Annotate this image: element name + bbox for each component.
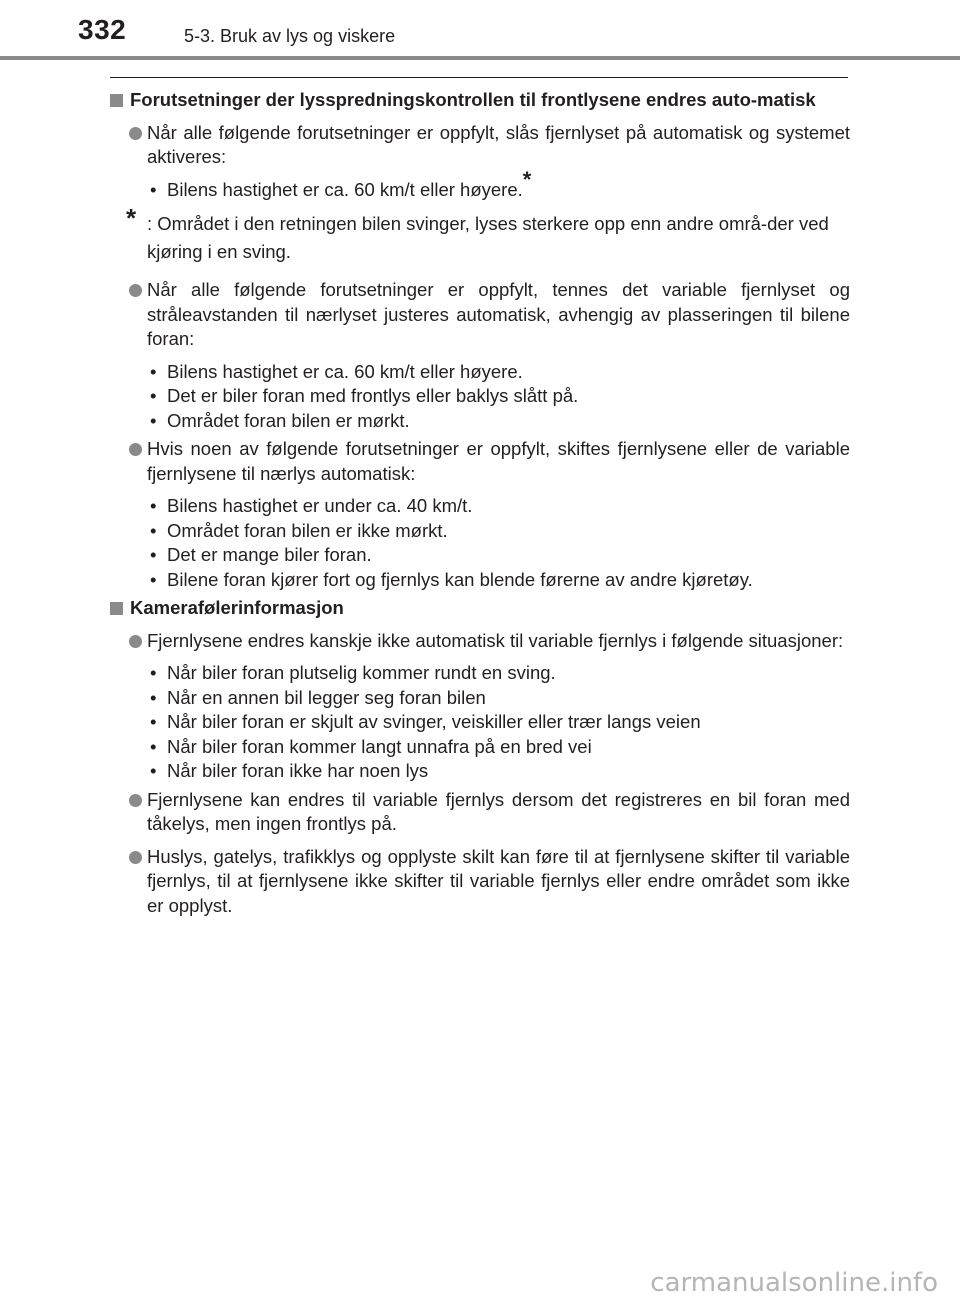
- sub-list: [110, 661, 850, 784]
- list-item: • Når biler foran plutselig kommer rundt en sving.: [167, 661, 850, 686]
- bullet-text: Huslys, gatelys, trafikklys og opplyste skilt kan føre til at fjernlysene skifter til variable fjernlys, til at fjernlysene ikke skifter til variable fjernlys eller endre området som ikke er opplyst.: [147, 845, 850, 916]
- footnote-text: : Området i den retningen bilen svinger, lyses sterkere opp enn andre områ-der ved kjøring i en sving.: [147, 213, 829, 262]
- list-item: • Det er mange biler foran.: [167, 543, 850, 568]
- footnote-star-marker: *: [522, 166, 532, 192]
- list-item: • Bilene foran kjører fort og fjernlys kan blende førerne av andre kjøretøy.: [167, 568, 850, 593]
- page-header: [0, 0, 960, 60]
- section-heading: [110, 88, 850, 113]
- circle-bullet-icon: [129, 794, 142, 807]
- footnote: [110, 203, 850, 266]
- list-item: • Området foran bilen er ikke mørkt.: [167, 519, 850, 544]
- list-item: • Bilens hastighet er ca. 60 km/t eller høyere.: [167, 360, 850, 385]
- bullet-paragraph: [110, 629, 850, 654]
- bullet-text: Når alle følgende forutsetninger er oppfylt, tennes det variable fjernlyset og stråleavstanden til nærlyset justeres automatisk, avhengig av plasseringen til bilene foran:: [147, 279, 850, 349]
- circle-bullet-icon: [129, 851, 142, 864]
- section-heading-text: Forutsetninger der lysspredningskontrollen til frontlysene endres auto-matisk: [130, 89, 816, 110]
- page-content: [110, 88, 850, 926]
- bullet-text: Når alle følgende forutsetninger er oppfylt, slås fjernlyset på automatisk og systemet aktiveres:: [147, 121, 850, 167]
- list-item: • Det er biler foran med frontlys eller baklys slått på.: [167, 384, 850, 409]
- list-item: • Når biler foran kommer langt unnafra på en bred vei: [167, 735, 850, 760]
- section-heading: [110, 596, 850, 621]
- watermark: carmanualsonline.info: [650, 1268, 938, 1298]
- bullet-text: Fjernlysene endres kanskje ikke automatisk til variable fjernlys i følgende situasjoner:: [147, 629, 844, 651]
- sub-list: [110, 166, 850, 203]
- list-item: • Når en annen bil legger seg foran bilen: [167, 686, 850, 711]
- list-item: [167, 166, 850, 203]
- square-bullet-icon: [110, 602, 123, 615]
- list-item: • Området foran bilen er mørkt.: [167, 409, 850, 434]
- bullet-paragraph: [110, 437, 850, 486]
- bullet-paragraph: [110, 278, 850, 352]
- list-item: • Når biler foran er skjult av svinger, veiskiller eller trær langs veien: [167, 710, 850, 735]
- bullet-paragraph: [110, 845, 850, 919]
- list-item: • Bilens hastighet er under ca. 40 km/t.: [167, 494, 850, 519]
- list-item: • Når biler foran ikke har noen lys: [167, 759, 850, 784]
- section-divider: [110, 77, 848, 78]
- circle-bullet-icon: [129, 443, 142, 456]
- list-item-text: Bilens hastighet er ca. 60 km/t eller høyere.: [167, 178, 523, 200]
- page-number: 332: [78, 14, 127, 45]
- header-divider: [0, 56, 960, 60]
- bullet-text: Fjernlysene kan endres til variable fjernlys dersom det registreres en bil foran med tåkelys, men ingen frontlys på.: [147, 788, 850, 834]
- circle-bullet-icon: [129, 635, 142, 648]
- square-bullet-icon: [110, 94, 123, 107]
- circle-bullet-icon: [129, 127, 142, 140]
- section-heading-text: Kamerafølerinformasjon: [130, 597, 344, 618]
- footnote-star: *: [126, 203, 137, 233]
- circle-bullet-icon: [129, 284, 142, 297]
- bullet-text: Hvis noen av følgende forutsetninger er oppfylt, skiftes fjernlysene eller de variable fjernlysene til nærlys automatisk:: [147, 438, 850, 484]
- bullet-paragraph: [110, 788, 850, 837]
- chapter-title: 5-3. Bruk av lys og viskere: [184, 26, 396, 46]
- bullet-paragraph: [110, 121, 850, 170]
- sub-list: [110, 360, 850, 434]
- sub-list: [110, 494, 850, 592]
